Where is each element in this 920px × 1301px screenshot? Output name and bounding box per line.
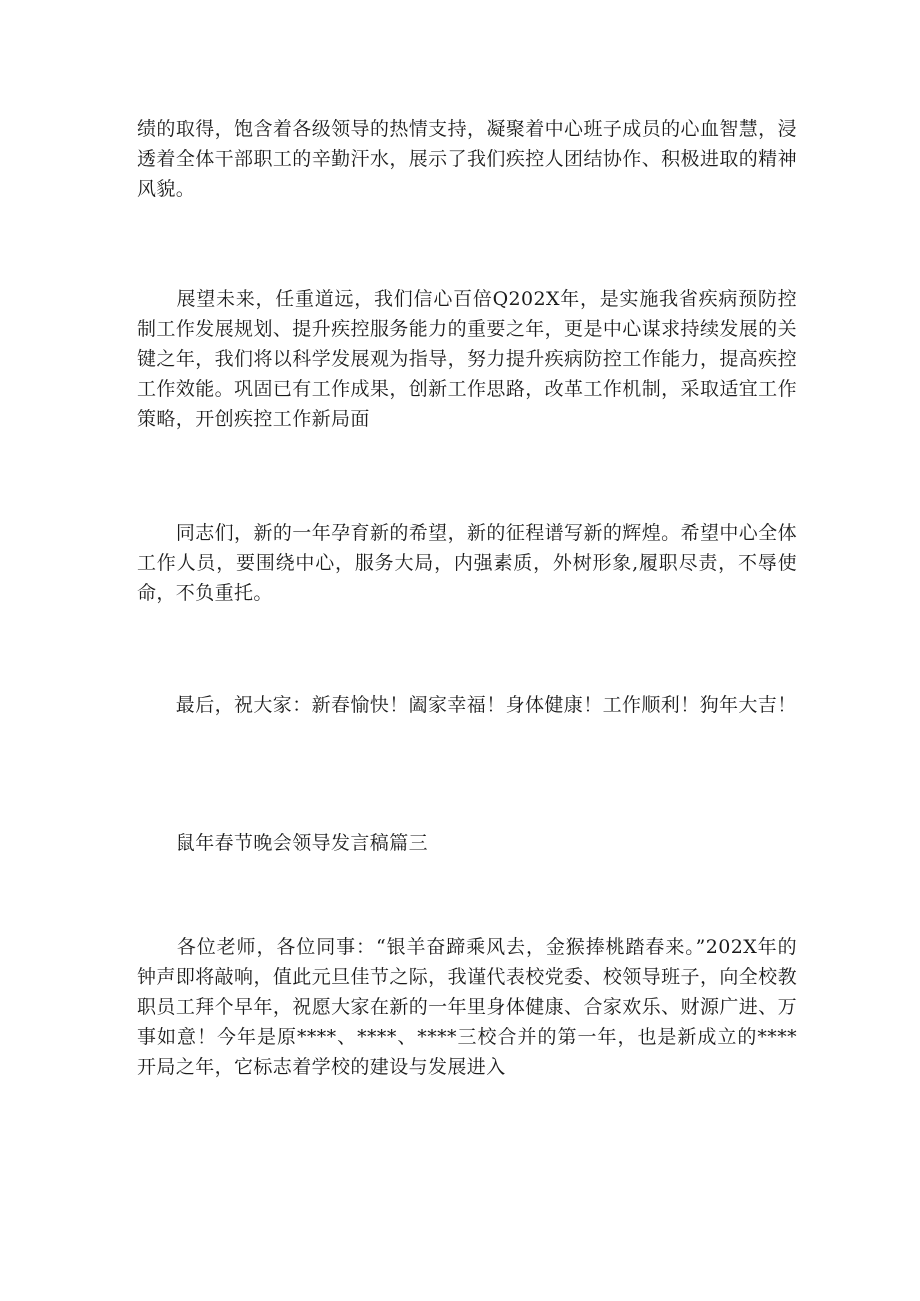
paragraph-comrades: 同志们，新的一年孕育新的希望，新的征程谱写新的辉煌。希望中心全体工作人员，要围绕中心，服务大局，内强素质，外树形象,履职尽责，不辱使命，不负重托。: [137, 522, 797, 604]
paragraph-outlook: 展望未来，任重道远，我们信心百倍Q202X年，是实施我省疾病预防控制工作发展规划、提升疾控服务能力的重要之年，更是中心谋求持续发展的关键之年，我们将以科学发展观为指导，努力提升疾病防控工作能力，提高疾控工作效能。巩固已有工作成果，创新工作思路，改革工作机制，采取适宜工作策略，开创疾控工作新局面: [137, 288, 797, 430]
paragraph-wishes: 最后，祝大家：新春愉快！阖家幸福！身体健康！工作顺利！狗年大吉！: [137, 694, 797, 716]
paragraph-continuation: 绩的取得，饱含着各级领导的热情支持，凝聚着中心班子成员的心血智慧，浸透着全体干部职工的辛勤汗水，展示了我们疾控人团结协作、积极进取的精神风貌。: [137, 118, 797, 200]
section-heading: 鼠年春节晚会领导发言稿篇三: [137, 832, 429, 854]
paragraph-greeting: 各位老师，各位同事：“银羊奋蹄乘风去，金猴捧桃踏春来。”202X年的钟声即将敲响，值此元旦佳节之际，我谨代表校党委、校领导班子，向全校教职员工拜个早年，祝愿大家在新的一年里身体健康、合家欢乐、财源广进、万事如意！今年是原****、****、****三校合并的第一年，也是新成立的****开局之年，它标志着学校的建设与发展进入: [137, 936, 797, 1078]
